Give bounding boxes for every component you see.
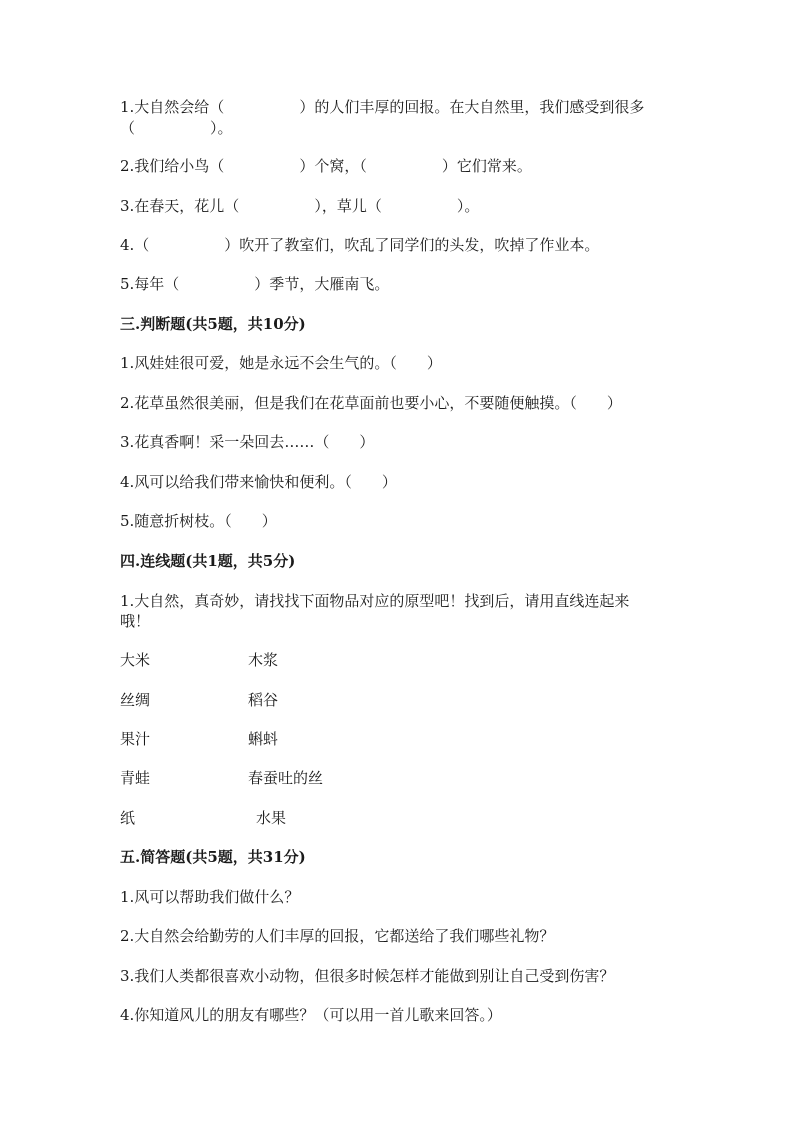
match-left-item: 纸	[120, 809, 136, 827]
match-left-item: 果汁	[120, 730, 151, 748]
match-q1-line1: 1.大自然，真奇妙，请找找下面物品对应的原型吧！找到后，请用直线连起来	[120, 592, 630, 610]
match-heading: 四.连线题(共1题，共5分)	[120, 552, 296, 570]
short-answer-heading: 五.简答题(共5题，共31分)	[120, 848, 306, 866]
fill-q2: 2.我们给小鸟（ ）个窝，（ ）它们常来。	[120, 157, 532, 175]
match-left-item: 丝绸	[120, 691, 151, 709]
fill-q4: 4.（ ）吹开了教室们，吹乱了同学们的头发，吹掉了作业本。	[120, 236, 600, 254]
judge-item-5: 5.随意折树枝。（ ）	[120, 512, 277, 530]
judge-heading: 三.判断题(共5题，共10分)	[120, 315, 306, 333]
match-left-item: 大米	[120, 651, 151, 669]
match-right-item: 木浆	[248, 651, 279, 669]
match-right-item: 水果	[256, 809, 287, 827]
short-answer-item-4: 4.你知道风儿的朋友有哪些？（可以用一首儿歌来回答。）	[120, 1006, 502, 1024]
fill-q1-line1: 1.大自然会给（ ）的人们丰厚的回报。在大自然里，我们感受到很多	[120, 98, 645, 116]
match-right-item: 稻谷	[248, 691, 279, 709]
judge-item-3: 3.花真香啊！采一朵回去……（ ）	[120, 433, 375, 451]
fill-q3: 3.在春天，花儿（ ），草儿（ ）。	[120, 197, 480, 215]
match-q1-line2: 哦！	[120, 612, 151, 630]
judge-item-2: 2.花草虽然很美丽，但是我们在花草面前也要小心，不要随便触摸。（ ）	[120, 394, 622, 412]
match-left-item: 青蛙	[120, 769, 151, 787]
short-answer-item-2: 2.大自然会给勤劳的人们丰厚的回报，它都送给了我们哪些礼物？	[120, 927, 555, 945]
short-answer-item-1: 1.风可以帮助我们做什么？	[120, 888, 300, 906]
fill-q1-line2: （ ）。	[120, 119, 233, 137]
judge-item-4: 4.风可以给我们带来愉快和便利。（ ）	[120, 473, 397, 491]
short-answer-item-3: 3.我们人类都很喜欢小动物，但很多时候怎样才能做到别让自己受到伤害？	[120, 967, 615, 985]
judge-item-1: 1.风娃娃很可爱，她是永远不会生气的。（ ）	[120, 354, 442, 372]
match-right-item: 蝌蚪	[248, 730, 279, 748]
fill-q5: 5.每年（ ）季节，大雁南飞。	[120, 275, 390, 293]
match-right-item: 春蚕吐的丝	[248, 769, 324, 787]
